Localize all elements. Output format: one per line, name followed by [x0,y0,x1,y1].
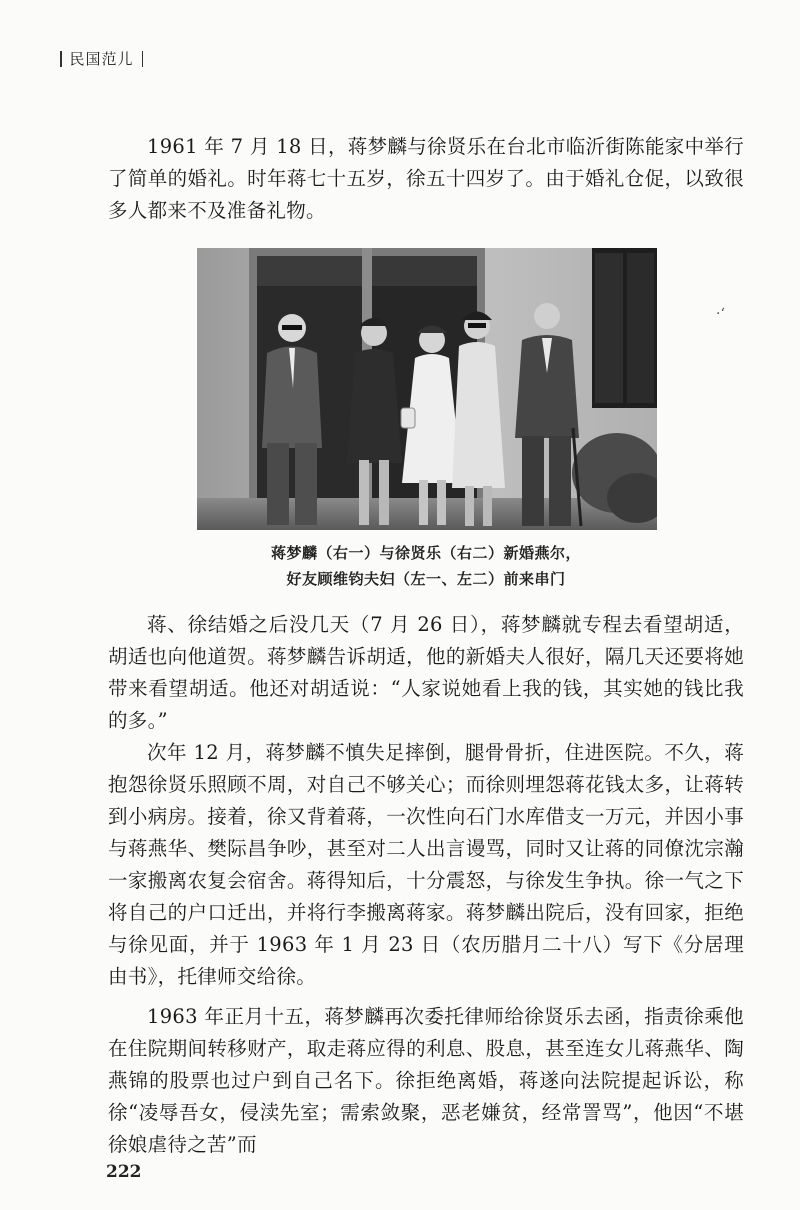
paragraph-lawsuit: 1963 年正月十五，蒋梦麟再次委托律师给徐贤乐去函，指责徐乘他在住院期间转移财产，取走蒋应得的利息、股息，甚至连女儿蒋燕华、陶燕锦的股票也过户到自己名下。徐拒绝离婚，蒋遂向法院提起诉讼，称徐“凌辱吾女，侵渎先室；需索敛聚，恶老嫌贫，经常詈骂”，他因“不堪徐娘虐待之苦”而 [108,1005,744,1156]
header-bar-right [142,51,144,67]
scan-speck: ·‘ [716,306,725,322]
photo-illustration [197,248,657,530]
paragraph-visit-hu-shi: 蒋、徐结婚之后没几天（7 月 26 日），蒋梦麟就专程去看望胡适，胡适也向他道贺。蒋梦麟告诉胡适，他的新婚夫人很好，隔几天还要将她带来看望胡适。他还对胡适说：“人家说她看上我的钱，其实她的钱比我的多。” [108,613,744,732]
paragraph-separation: 次年 12 月，蒋梦麟不慎失足摔倒，腿骨骨折，住进医院。不久，蒋抱怨徐贤乐照顾不周，对自己不够关心；而徐则埋怨蒋花钱太多，让蒋转到小病房。接着，徐又背着蒋，一次性向石门水库借支一万元，并因小事与蒋燕华、樊际昌争吵，甚至对二人出言谩骂，同时又让蒋的同僚沈宗瀚一家搬离农复会宿舍。蒋得知后，十分震怒，与徐发生争执。徐一气之下将自己的户口迁出，并将行李搬离蒋家。蒋梦麟出院后，没有回家，拒绝与徐见面，并于 1963 年 1 月 23 日（农历腊月二十八）写下《分居理由书》，托律师交给徐。 [108,741,744,988]
running-title: 民国范儿 [69,50,134,68]
running-head [60,48,143,69]
page-number: 222 [106,1162,142,1182]
caption-line-1: 蒋梦麟（右一）与徐贤乐（右二）新婚燕尔， [270,544,581,562]
caption-line-2: 好友顾维钧夫妇（左一、左二）前来串门 [286,570,566,588]
photo-caption [108,540,744,592]
historical-photo [197,248,657,530]
header-bar-left [60,51,62,67]
paragraph-wedding: 1961 年 7 月 18 日，蒋梦麟与徐贤乐在台北市临沂街陈能家中举行了简单的婚礼。时年蒋七十五岁，徐五十四岁了。由于婚礼仓促，以致很多人都来不及准备礼物。 [108,135,744,222]
